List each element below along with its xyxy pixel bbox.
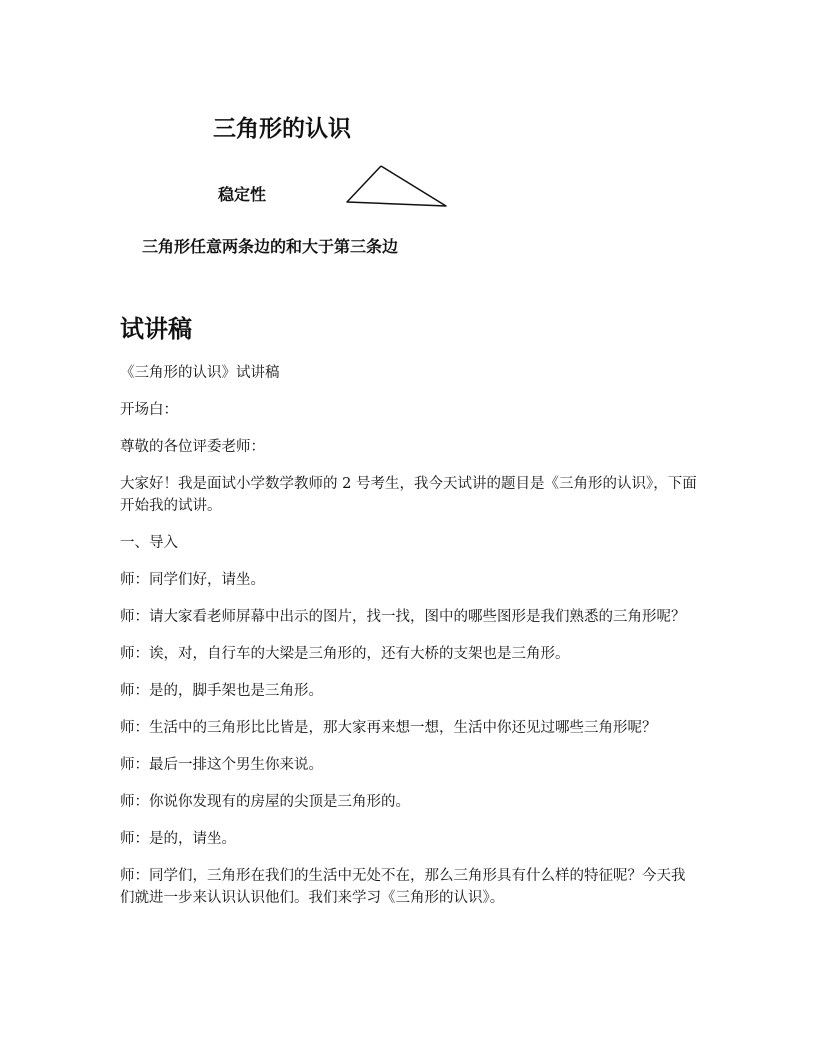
paragraph-title: 《三角形的认识》试讲稿 bbox=[120, 365, 280, 381]
paragraph-teacher: 师：最后一排这个男生你来说。 bbox=[120, 757, 323, 773]
board-rule: 三角形任意两条边的和大于第三条边 bbox=[142, 237, 399, 256]
paragraph-teacher: 师：同学们，三角形在我们的生活中无处不在，那么三角形具有什么样的特征呢？今天我们就进一步来认识认识他们。我们来学习《三角形的认识》。 bbox=[120, 868, 686, 906]
paragraph-teacher: 师：生活中的三角形比比皆是，那大家再来想一想，生活中你还见过哪些三角形呢？ bbox=[120, 720, 657, 736]
paragraph-teacher: 师：你说你发现有的房屋的尖顶是三角形的。 bbox=[120, 794, 410, 810]
board-title: 三角形的认识 bbox=[213, 115, 351, 142]
triangle-sketch bbox=[340, 162, 452, 212]
lecture-body bbox=[120, 362, 698, 924]
paragraph-teacher: 师：诶，对，自行车的大梁是三角形的，还有大桥的支架也是三角形。 bbox=[120, 646, 570, 662]
paragraph-opening: 开场白： bbox=[120, 402, 178, 418]
paragraph-intro: 大家好！我是面试小学数学教师的 2 号考生，我今天试讲的题目是《三角形的认识》，下面开始我的试讲。 bbox=[120, 476, 697, 514]
section-heading: 试讲稿 bbox=[120, 315, 192, 343]
board-stability-label: 稳定性 bbox=[218, 185, 267, 204]
paragraph-teacher: 师：是的，请坐。 bbox=[120, 831, 236, 847]
paragraph-teacher: 师：同学们好，请坐。 bbox=[120, 572, 265, 588]
paragraph-teacher: 师：请大家看老师屏幕中出示的图片，找一找，图中的哪些图形是我们熟悉的三角形呢？ bbox=[120, 609, 686, 625]
paragraph-greeting: 尊敬的各位评委老师： bbox=[120, 439, 265, 455]
paragraph-teacher: 师：是的，脚手架也是三角形。 bbox=[120, 683, 323, 699]
paragraph-section-one: 一、导入 bbox=[120, 535, 178, 551]
